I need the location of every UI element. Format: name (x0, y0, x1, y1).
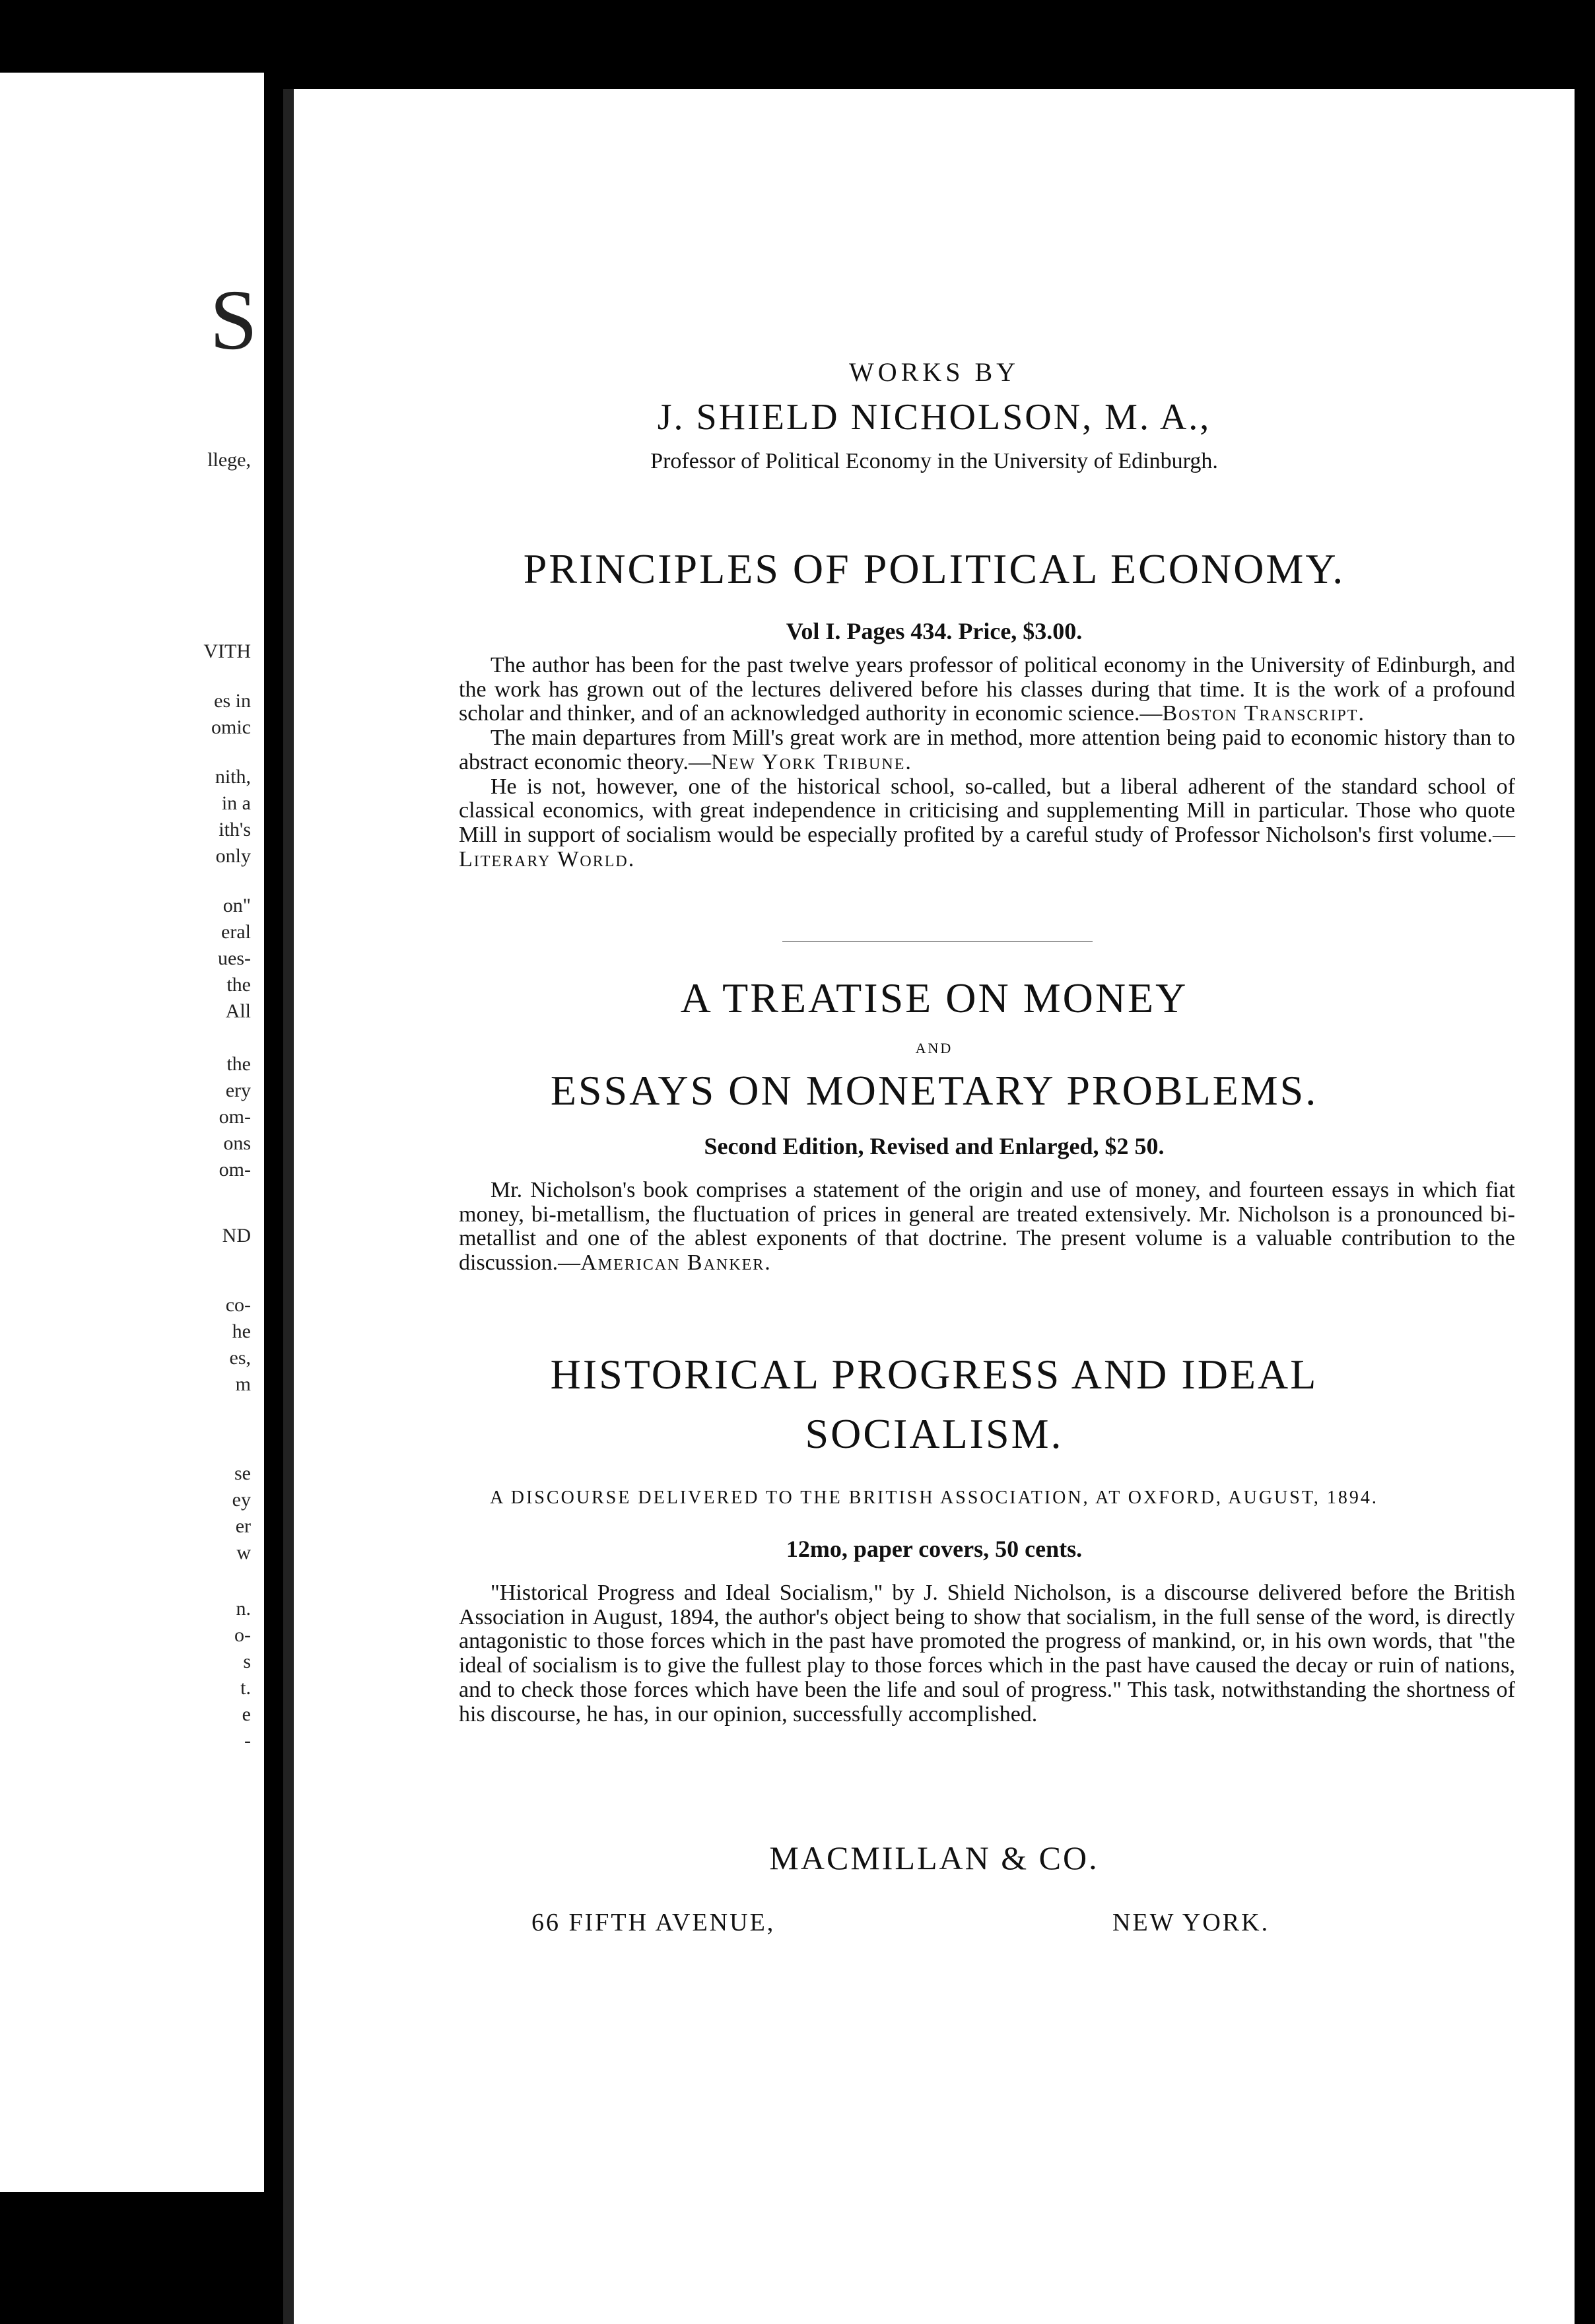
book-title-socialism: SOCIALISM. (805, 1410, 1064, 1457)
left-page-fragment: ND (222, 1225, 251, 1247)
left-page-fragment: All (225, 1000, 251, 1022)
left-page-fragment: es in (214, 690, 251, 712)
review-paragraph: He is not, however, one of the historical school, so-called, but a liberal adherent of the standard school of classical economics, with great independence in criticising and supplementing Mill in particular. Those who quote Mill in support of socialism would be especially profited by a careful study of Professor Nicholson's first volume.—Literary World. (459, 774, 1515, 872)
author-title: Professor of Political Economy in the University of Edinburgh. (650, 449, 1218, 473)
left-page-fragment: e (242, 1703, 251, 1725)
left-page-fragment: in a (221, 792, 251, 814)
and-connector: AND (915, 1040, 953, 1056)
left-page-fragment: t. (240, 1677, 251, 1699)
review-source: American Banker. (580, 1250, 772, 1276)
works-by-heading: WORKS BY (848, 357, 1020, 387)
left-page-fragment: se (234, 1462, 251, 1484)
left-facing-page (0, 73, 264, 2192)
book-title-treatise: A TREATISE ON MONEY (680, 974, 1188, 1021)
left-page-fragment: ons (223, 1132, 251, 1154)
publisher-address: 66 FIFTH AVENUE, (531, 1909, 776, 1936)
left-page-fragment: co- (225, 1294, 251, 1316)
author-name: J. SHIELD NICHOLSON, M. A., (657, 397, 1211, 438)
review-treatise (459, 1179, 1515, 1276)
review-paragraph: Mr. Nicholson's book comprises a statement of the origin and use of money, and fourteen essays in which fiat money, bi-metallism, the fluctuation of prices in general are treated extensively. Mr. Nicholson is a pronounced bi-metallist and one of the ablest exponents of that doctrine. The present volume is a valuable contribution to the discussion.—American Banker. (459, 1178, 1515, 1276)
review-paragraph: "Historical Progress and Ideal Socialism," by J. Shield Nicholson, is a discourse delivered before the British Association in August, 1894, the author's object being to show that socialism, in the full sense of the word, is directly antagonistic to those forces which in the past have promoted the progress of mankind, or, in his own words, that "the ideal of socialism is to give the fullest play to those forces which in the past have caused the decay or ruin of nations, and to check those forces which have been the life and soul of progress." This task, notwithstanding the shortness of his discourse, he has, in our opinion, successfully accomplished. (459, 1581, 1515, 1726)
left-page-fragment: es, (229, 1347, 251, 1369)
left-page-fragment: the (226, 974, 251, 996)
left-page-fragment: m (235, 1373, 251, 1395)
review-historical (459, 1581, 1515, 1726)
book-details-treatise: Second Edition, Revised and Enlarged, $2 50. (704, 1133, 1165, 1159)
book-details-historical: 12mo, paper covers, 50 cents. (786, 1536, 1083, 1562)
discourse-note: A DISCOURSE DELIVERED TO THE BRITISH ASSOCIATION, AT OXFORD, AUGUST, 1894. (490, 1487, 1378, 1508)
advertisement-page (294, 89, 1575, 2324)
review-source: New York Tribune. (711, 749, 912, 774)
section-divider (782, 941, 1093, 942)
left-page-fragment: omic (211, 716, 251, 738)
left-page-fragment: ey (232, 1489, 251, 1511)
review-source: Boston Transcript. (1162, 701, 1365, 726)
left-page-fragment: s (243, 1651, 251, 1672)
left-page-fragment: - (244, 1730, 251, 1752)
publisher-city: NEW YORK. (1112, 1909, 1270, 1936)
left-page-fragment: er (235, 1515, 251, 1537)
reviews-principles (459, 654, 1515, 872)
left-page-fragment: ues- (218, 947, 251, 969)
book-details-principles: Vol I. Pages 434. Price, $3.00. (786, 618, 1083, 644)
left-page-fragment: VITH (203, 640, 251, 662)
left-page-fragment: only (215, 845, 251, 867)
left-page-fragment: the (226, 1053, 251, 1075)
review-paragraph: The main departures from Mill's great work are in method, more attention being paid to economic history than to abstract economic theory.—New York Tribune. (459, 726, 1515, 774)
book-title-principles: PRINCIPLES OF POLITICAL ECONOMY. (523, 545, 1345, 592)
left-page-fragment: ery (225, 1079, 251, 1101)
left-page-fragment: S (209, 273, 257, 368)
left-page-fragment: o- (234, 1624, 251, 1646)
left-page-fragment: w (236, 1542, 251, 1563)
review-source: Literary World. (459, 846, 636, 872)
left-page-fragment: eral (221, 921, 251, 943)
publisher-name: MACMILLAN & CO. (769, 1839, 1099, 1876)
left-page-fragment: n. (236, 1598, 251, 1620)
left-page-fragment: om- (219, 1106, 251, 1128)
left-page-fragment: nith, (215, 766, 251, 788)
left-page-fragment: he (232, 1320, 251, 1342)
review-paragraph: The author has been for the past twelve years professor of political economy in the University of Edinburgh, and the work has grown out of the lectures delivered before his classes during that time. It is the work of a profound scholar and thinker, and of an acknowledged authority in economic science.—Boston Transcript. (459, 653, 1515, 726)
left-page-fragment: on" (222, 895, 251, 916)
left-page-fragment: ith's (219, 819, 251, 840)
book-title-historical-progress: HISTORICAL PROGRESS AND IDEAL (550, 1351, 1318, 1398)
left-page-fragment: llege, (207, 449, 251, 471)
left-page-fragment: om- (219, 1159, 251, 1180)
book-title-essays: ESSAYS ON MONETARY PROBLEMS. (550, 1067, 1318, 1114)
